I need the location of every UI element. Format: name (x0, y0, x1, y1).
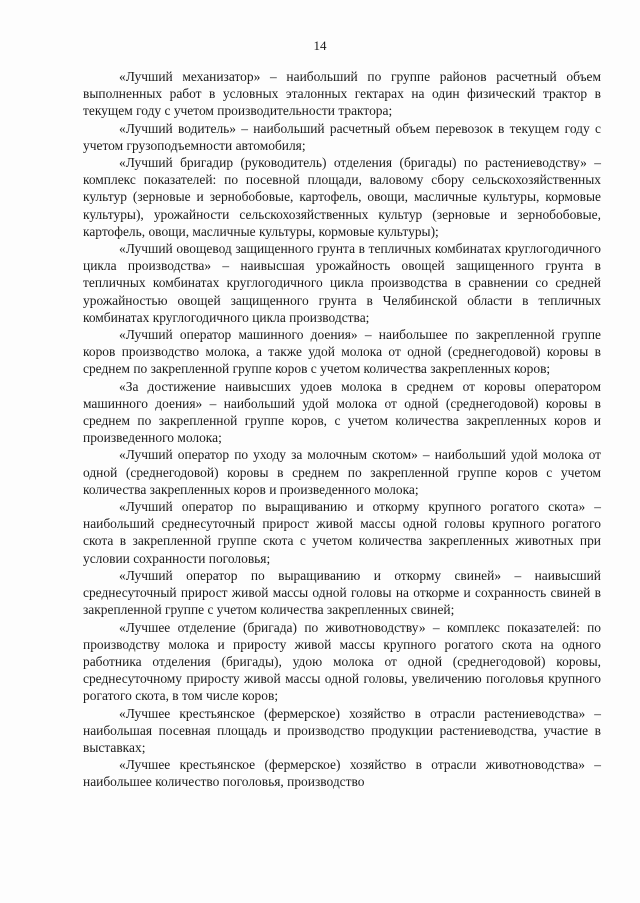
paragraph-best-pig-fattening-operator: «Лучший оператор по выращиванию и откорму свиней» – наивысший среднесуточный прирост живой массы одной головы на откорме и сохранность свиней в закрепленной группе с учетом количества закрепленных свиней; (83, 567, 601, 618)
paragraph-best-livestock-farm: «Лучшее крестьянское (фермерское) хозяйство в отрасли животноводства» – наибольшее количество поголовья, производство (83, 757, 601, 790)
paragraph-best-machine-operator: «Лучший механизатор» – наибольший по группе районов расчетный объем выполненных работ в условных эталонных гектарах на один физический трактор в текущем году с учетом производительности трактора; (83, 69, 601, 119)
paragraph-best-dairy-care-operator: «Лучший оператор по уходу за молочным скотом» – наибольший удой молока от одной (среднегодовой) коровы в среднем по закрепленной группе коров с учетом количества закрепленных коров и произведенного молока; (83, 447, 601, 497)
paragraph-best-milking-operator: «Лучший оператор машинного доения» – наибольшее по закрепленной группе коров производство молока, а также удой молока от одной (среднегодовой) коровы в среднем по закрепленной группе коров с учетом количества закрепленных коров; (83, 327, 601, 377)
document-body (83, 68, 601, 791)
paragraph-best-crop-farm: «Лучшее крестьянское (фермерское) хозяйство в отрасли растениеводства» – наибольшая посевная площадь и производство продукции растениеводства, участие в выставках; (83, 705, 601, 755)
paragraph-best-crop-brigadier: «Лучший бригадир (руководитель) отделения (бригады) по растениеводству» – комплекс показателей: по посевной площади, валовому сбору сельскохозяйственных культур (зерновые и зернобобовые, картофель, овощи, масличные культуры, кормовые культуры), урожайности сельскохозяйственных культур (зерновые и зернобобовые, картофель, овощи, масличные культуры, кормовые культуры); (83, 155, 601, 239)
page-number: 14 (313, 38, 327, 53)
paragraph-best-driver: «Лучший водитель» – наибольший расчетный объем перевозок в текущем году с учетом грузоподъемности автомобиля; (83, 120, 601, 153)
paragraph-best-greenhouse-grower: «Лучший овощевод защищенного грунта в тепличных комбинатах круглогодичного цикла производства» – наивысшая урожайность овощей защищенного грунта в тепличных комбинатах круглогодичного цикла производства в сравнении со средней урожайностью овощей защищенного грунта в Челябинской области в тепличных комбинатах круглогодичного цикла производства; (83, 241, 601, 325)
paragraph-best-cattle-fattening-operator: «Лучший оператор по выращиванию и откорму крупного рогатого скота» – наибольший среднесуточный прирост живой массы одной головы крупного рогатого скота в закрепленной группе скота с учетом количества закрепленных животных при условии сохранности поголовья; (83, 499, 601, 566)
paragraph-highest-milk-yield: «За достижение наивысших удоев молока в среднем от коровы оператором машинного доения» – наибольший удой молока от одной (среднегодовой) коровы в среднем по закрепленной группе коров, с учетом количества закрепленных коров и произведенного молока; (83, 378, 601, 446)
paragraph-best-livestock-brigade: «Лучшее отделение (бригада) по животноводству» – комплекс показателей: по производству молока и приросту живой массы крупного рогатого скота на одного работника отделения (бригады), удою молока от одной (среднегодовой) коровы, среднесуточному приросту живой массы одной головы, увеличению поголовья крупного рогатого скота, в том числе коров; (83, 619, 601, 704)
